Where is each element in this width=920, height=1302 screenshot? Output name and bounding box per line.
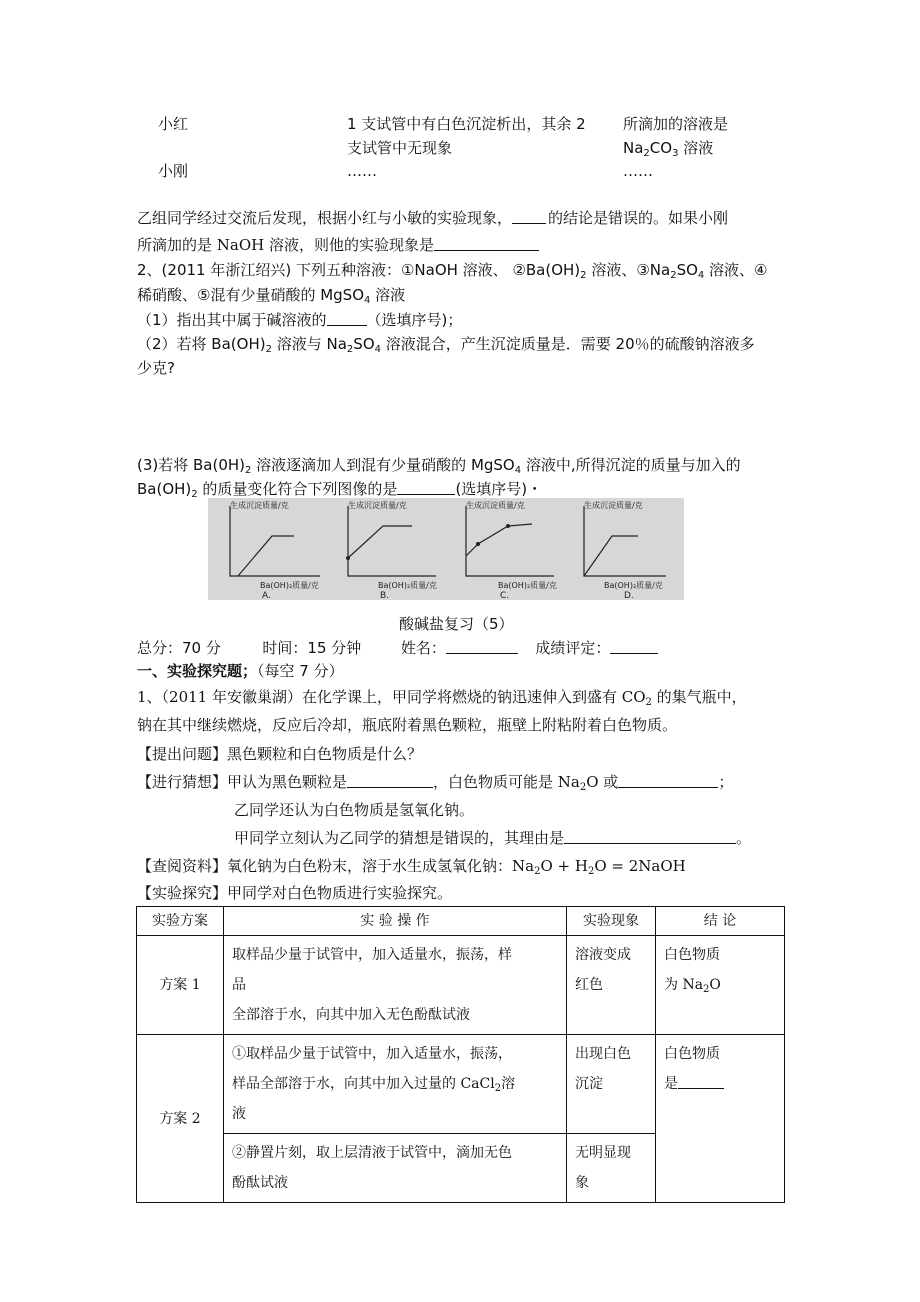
- q1-line1: 1、（2011 年安徽巢湖）在化学课上，甲同学将燃烧的钠迅速伸入到盛有 $CO_2$ 的集气瓶中，: [137, 688, 747, 708]
- answer-blank[interactable]: [397, 480, 455, 495]
- answer-blank[interactable]: [618, 773, 718, 788]
- score-line: 总分：70 分 时间：15 分钟 姓名： 成绩评定：: [137, 637, 658, 659]
- graph-d-ylabel: 生成沉淀质量/克: [584, 501, 643, 510]
- q2-part3-line1: (3)若将 $Ba(0H)_2$ 溶液逐滴加人到混有少量硝酸的 MgSO$_4$ 溶液中,所得沉淀的质量与加入的: [137, 456, 741, 476]
- row1-obs-line1: 1 支试管中有白色沉淀析出，其余 2: [347, 115, 586, 133]
- graph-d-axes: [584, 506, 666, 576]
- graph-b-ylabel: 生成沉淀质量/克: [348, 501, 407, 510]
- graph-b-curve: [348, 526, 412, 558]
- section-heading: 一、实验探究题；（每空 7 分）: [137, 662, 344, 680]
- plan2-name: 方案 2: [137, 1035, 224, 1203]
- reference-line: 【查阅资料】氧化钠为白色粉末，溶于水生成氢氧化钠：$Na_2O + H_2O$ = 2NaOH: [137, 857, 686, 877]
- q1-line2: 钠在其中继续燃烧，反应后冷却，瓶底附着黑色颗粒，瓶壁上附粘附着白色物质。: [137, 716, 678, 734]
- plan1-phenomenon: 溶液变成 红色: [567, 936, 656, 1035]
- graph-a-ylabel: 生成沉淀质量/克: [230, 501, 289, 510]
- graph-c-option: C.: [500, 591, 510, 600]
- graph-c-xlabel: Ba(OH)₂质量/克: [498, 581, 557, 590]
- row1-name: 小红: [158, 115, 189, 133]
- grade-blank[interactable]: [610, 639, 658, 654]
- row2-conclusion: ……: [623, 162, 653, 180]
- graph-a-axes: [230, 506, 320, 576]
- table-header-row: [137, 907, 785, 936]
- graph-b-option: B.: [380, 591, 390, 600]
- plan2-phenomenon-2: 无明显现 象: [567, 1134, 656, 1203]
- q2-line2: 稀硝酸、⑤混有少量硝酸的 MgSO$_4$ 溶液: [137, 286, 406, 306]
- plan2-conclusion: 白色物质 是: [656, 1035, 785, 1203]
- graph-b-dot: [346, 556, 350, 560]
- q2-part2-cont: 少克?: [137, 359, 175, 377]
- graph-c-ylabel: 生成沉淀质量/克: [466, 501, 525, 510]
- plan2-phenomenon-1: 出现白色 沉淀: [567, 1035, 656, 1134]
- row1-conclusion-line2: $Na_2CO_3$ 溶液: [623, 139, 714, 159]
- header-phenomenon: 实验现象: [567, 907, 656, 936]
- q2-part3-line2: $Ba(OH)_2$ 的质量变化符合下列图像的是 (选填序号)・: [137, 480, 543, 500]
- header-conclusion: 结 论: [656, 907, 785, 936]
- answer-blank[interactable]: [564, 829, 736, 844]
- answer-blank[interactable]: [678, 1074, 724, 1089]
- guess-line2: 乙同学还认为白色物质是氢氧化钠。: [234, 801, 475, 819]
- para-b-line2: 所滴加的是 NaOH 溶液，则他的实验现象是: [137, 234, 539, 256]
- answer-blank[interactable]: [512, 209, 546, 224]
- answer-blank[interactable]: [327, 311, 367, 326]
- graph-d-curve: [584, 536, 638, 576]
- name-blank[interactable]: [446, 639, 518, 654]
- graph-b-axes: [348, 506, 436, 576]
- graph-c-curve: [466, 524, 532, 556]
- graph-a-option: A.: [262, 591, 271, 600]
- experiment-table: [136, 906, 785, 1203]
- header-plan: 实验方案: [137, 907, 224, 936]
- row2-name: 小刚: [158, 162, 189, 180]
- graph-a-xlabel: Ba(OH)₂质量/克: [260, 581, 319, 590]
- guess-line: 【进行猜想】甲认为黑色颗粒是 ，白色物质可能是 $Na_2O$ 或 ；: [137, 773, 734, 793]
- q2-part1: （1）指出其中属于碱溶液的 （选填序号)；: [137, 311, 463, 329]
- table-row: [137, 1035, 785, 1134]
- plan2-operation-2: ②静置片刻，取上层清液于试管中，滴加无色 酚酞试液: [224, 1134, 567, 1203]
- q2-line1: 2、(2011 年浙江绍兴) 下列五种溶液：①NaOH 溶液、 $②Ba(OH)_2$ 溶液、$③Na_2SO_4$ 溶液、④: [137, 261, 768, 281]
- para-b-line1: 乙组同学经过交流后发现，根据小红与小敏的实验现象， 的结论是错误的。如果小刚: [137, 209, 729, 227]
- plan1-operation: 取样品少量于试管中，加入适量水，振荡，样 品 全部溶于水，向其中加入无色酚酞试液: [224, 936, 567, 1035]
- graph-options-image: [208, 498, 684, 600]
- q2-part2: （2）若将 $Ba(OH)_2$ 溶液与 $Na_2SO_4$ 溶液混合，产生沉淀质量是．需要 20％的硫酸钠溶液多: [137, 335, 755, 355]
- section-title: 酸碱盐复习（5）: [399, 615, 514, 633]
- answer-blank[interactable]: [347, 773, 433, 788]
- plan1-conclusion: 白色物质 为 $Na_2O$: [656, 936, 785, 1035]
- plan2-operation-1: ①取样品少量于试管中，加入适量水，振荡， 样品全部溶于水，向其中加入过量的 CaCl$_2$溶 液: [224, 1035, 567, 1134]
- explore-line: 【实验探究】甲同学对白色物质进行实验探究。: [137, 884, 453, 902]
- row1-obs-line2: 支试管中无现象: [347, 139, 453, 157]
- row2-obs: ……: [347, 162, 377, 180]
- row1-conclusion-line1: 所滴加的溶液是: [623, 115, 729, 133]
- graph-c-axes: [466, 506, 554, 576]
- guess-line3: 甲同学立刻认为乙同学的猜想是错误的，其理由是 。: [234, 829, 752, 847]
- graph-c-dot: [476, 542, 480, 546]
- graph-d-option: D.: [624, 591, 634, 600]
- plan1-name: 方案 1: [137, 936, 224, 1035]
- graph-d-xlabel: Ba(OH)₂质量/克: [604, 581, 663, 590]
- answer-blank[interactable]: [434, 236, 539, 251]
- graph-a-curve: [238, 536, 294, 576]
- graph-c-dot: [506, 524, 510, 528]
- graph-b-xlabel: Ba(OH)₂质量/克: [378, 581, 437, 590]
- ask-line: 【提出问题】黑色颗粒和白色物质是什么？: [137, 745, 423, 763]
- header-operation: 实 验 操 作: [224, 907, 567, 936]
- table-row: [137, 936, 785, 1035]
